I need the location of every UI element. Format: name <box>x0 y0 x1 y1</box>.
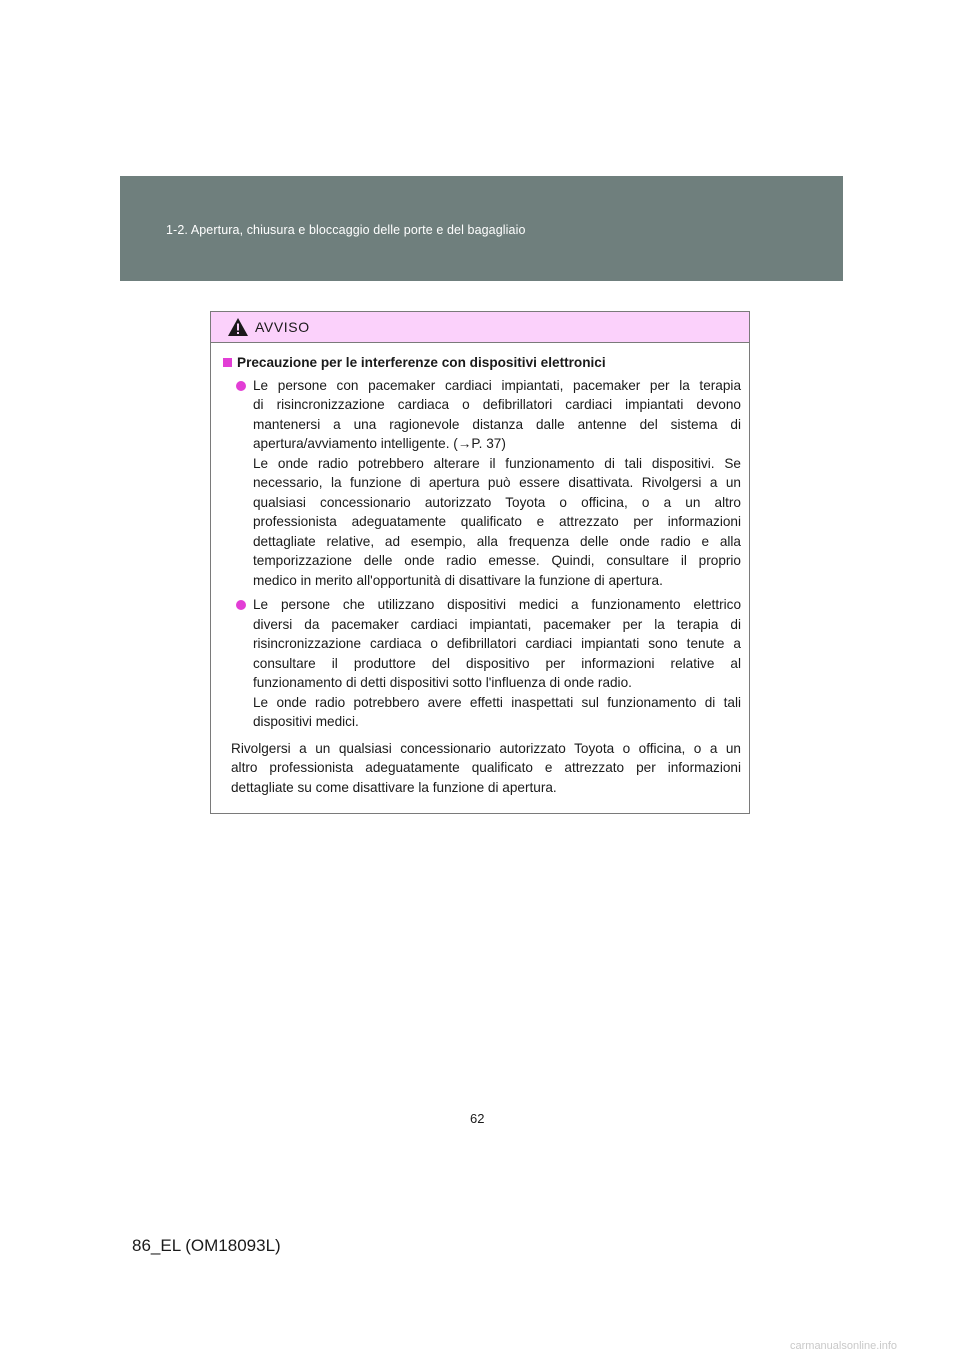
text-line: necessario, la funzione di apertura può essere disattivata. Rivolgersi a un <box>253 475 741 490</box>
text-line: Le onde radio potrebbero alterare il funzionamento di tali dispositivi. Se <box>253 455 741 471</box>
warning-section-title-text: Precauzione per le interferenze con dispositivi elettronici <box>237 355 606 370</box>
text-line: Le onde radio potrebbero avere effetti inaspettati sul funzionamento di tali <box>253 694 741 710</box>
text-line: medico in merito all'opportunità di disattivare la funzione di apertura. <box>253 572 663 588</box>
warning-section-title <box>223 353 741 373</box>
text-line: temporizzazione delle onde radio emesse. Quindi, consultare il proprio <box>253 553 741 568</box>
warning-box <box>210 311 750 814</box>
text-line: apertura/avviamento intelligente. (→P. 37) <box>253 436 506 451</box>
text-line: diversi da pacemaker cardiaci impiantati, pacemaker per la terapia di <box>253 616 741 632</box>
text-line: dispositivi medici. <box>253 714 359 729</box>
document-code: 86_EL (OM18093L) <box>132 1236 281 1255</box>
warning-item-2 <box>235 595 741 732</box>
text-line: di risincronizzazione cardiaca o defibrillatori cardiaci impiantati devono <box>253 397 741 412</box>
warning-triangle-icon <box>227 317 249 337</box>
circle-bullet-icon <box>236 381 246 391</box>
text-line: professionista adeguatamente qualificato e attrezzato per informazioni <box>253 514 741 529</box>
watermark: carmanualsonline.info <box>790 1340 898 1352</box>
text-line: altro professionista adeguatamente qualificato e attrezzato per informazioni <box>231 760 741 775</box>
text-line: mantenersi a una ragionevole distanza dalle antenne del sistema di <box>253 416 741 432</box>
square-bullet-icon <box>223 358 232 367</box>
warning-header <box>211 312 749 343</box>
text-line: qualsiasi concessionario autorizzato Toyota o officina, o a un altro <box>253 494 741 510</box>
text-line: dettagliate su come disattivare la funzione di apertura. <box>231 779 557 795</box>
text-line: Le persone con pacemaker cardiaci impiantati, pacemaker per la terapia <box>253 377 741 393</box>
warning-content <box>211 343 749 797</box>
text-line: risincronizzazione cardiaca o defibrillatori cardiaci impiantati sono tenute a <box>253 636 741 651</box>
section-header-band <box>120 176 843 281</box>
warning-label: AVVISO <box>255 319 310 335</box>
text-line: consultare il produttore del dispositivo per informazioni relative al <box>253 655 741 671</box>
page-number: 62 <box>470 1111 485 1126</box>
text-line: dettagliate relative, ad esempio, alla frequenza delle onde radio e alla <box>253 533 741 549</box>
section-title: 1-2. Apertura, chiusura e bloccaggio delle porte e del bagagliaio <box>166 223 526 237</box>
text-line: Rivolgersi a un qualsiasi concessionario autorizzato Toyota o officina, o a un <box>231 740 741 756</box>
text-line: Le persone che utilizzano dispositivi medici a funzionamento elettrico <box>253 597 741 612</box>
warning-item-1 <box>235 376 741 591</box>
warning-footer-paragraph <box>231 739 741 798</box>
text-line: funzionamento di detti dispositivi sotto l'influenza di onde radio. <box>253 675 632 690</box>
circle-bullet-icon <box>236 600 246 610</box>
